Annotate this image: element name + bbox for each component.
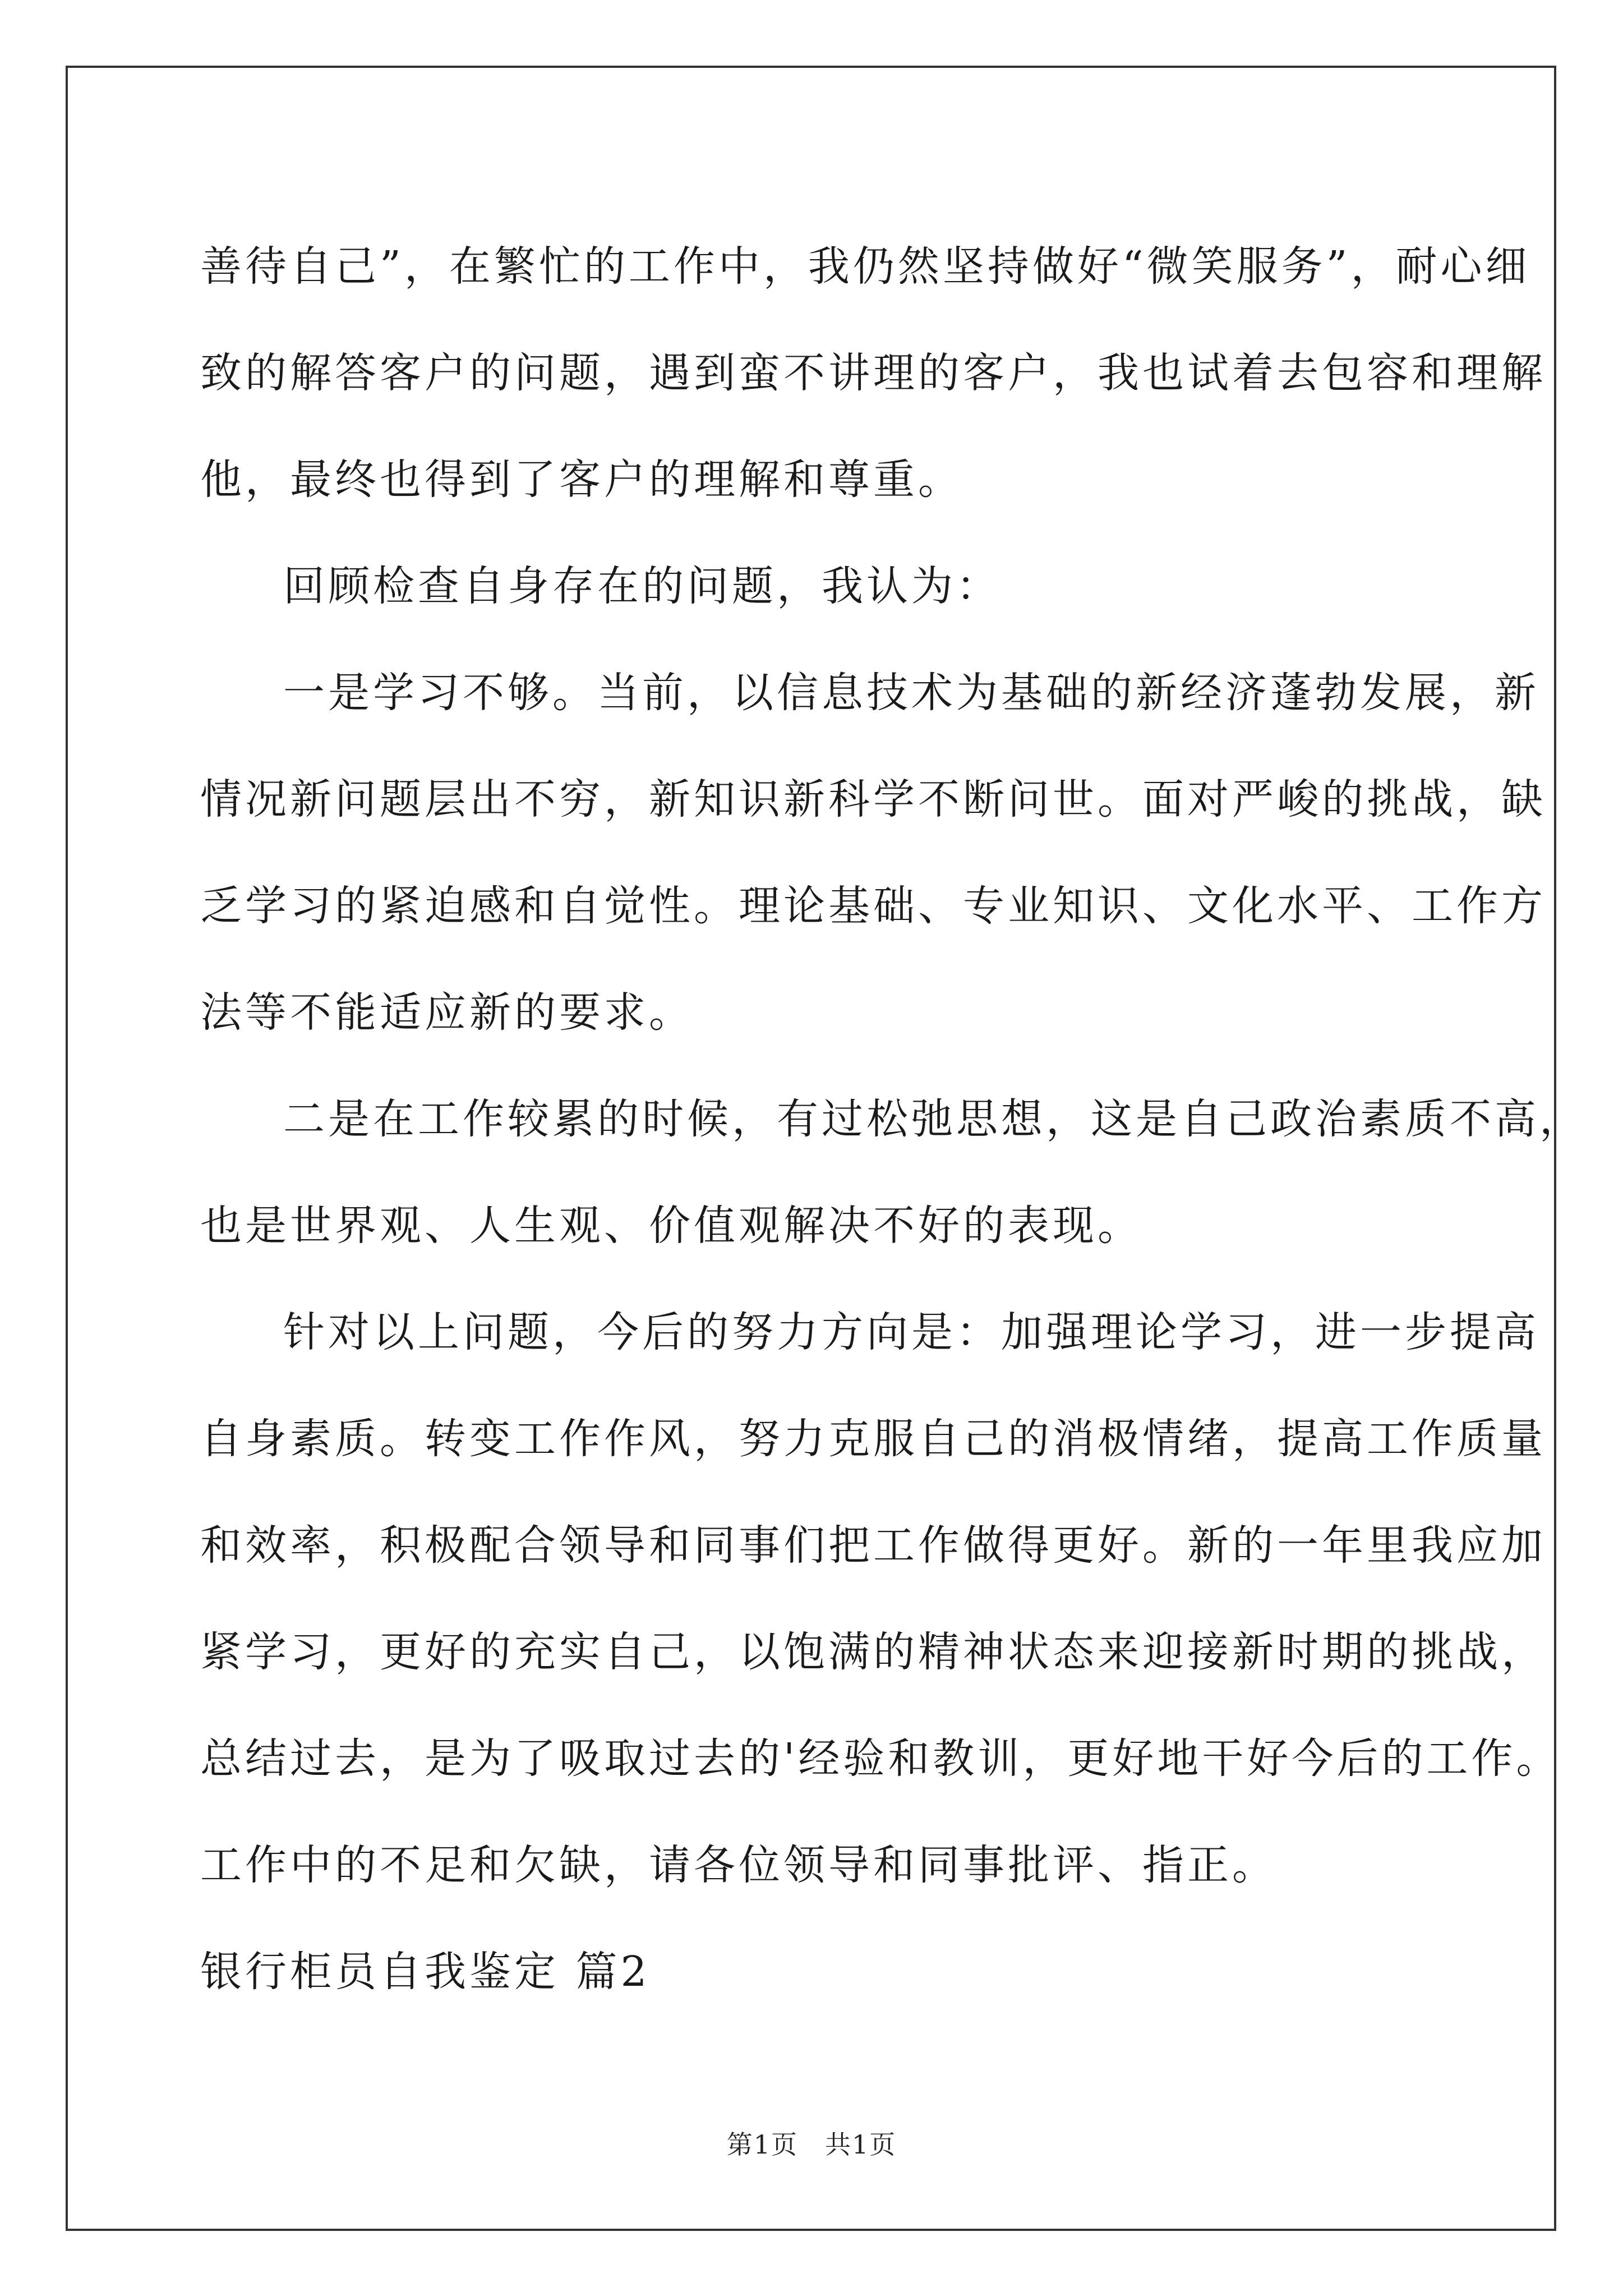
text-line: 和效率，积极配合领导和同事们把工作做得更好。新的一年里我应加 (200, 1521, 1546, 1570)
text-line: 致的解答客户的问题，遇到蛮不讲理的客户，我也试着去包容和理解 (200, 349, 1546, 397)
text-line: 回顾检查自身存在的问题，我认为： (283, 562, 1001, 610)
text-line: 乏学习的紧迫感和自觉性。理论基础、专业知识、文化水平、工作方 (200, 882, 1546, 930)
text-line: 二是在工作较累的时候，有过松弛思想，这是自己政治素质不高， (283, 1095, 1584, 1143)
text-line: 自身素质。转变工作作风，努力克服自己的消极情绪，提高工作质量 (200, 1415, 1546, 1463)
text-line: 针对以上问题，今后的努力方向是：加强理论学习，进一步提高 (283, 1308, 1539, 1356)
text-line: 总结过去，是为了吸取过去的'经验和教训，更好地干好今后的工作。 (200, 1734, 1561, 1783)
page-footer: 第1页 共1页 (726, 2129, 897, 2160)
text-line: 情况新问题层出不穷，新知识新科学不断问世。面对严峻的挑战，缺 (200, 775, 1546, 823)
text-line: 善待自己”，在繁忙的工作中，我仍然坚持做好“微笑服务”，耐心细 (200, 242, 1530, 291)
text-line: 一是学习不够。当前，以信息技术为基础的新经济蓬勃发展，新 (283, 669, 1539, 717)
text-line: 法等不能适应新的要求。 (200, 988, 694, 1037)
text-line: 也是世界观、人生观、价值观解决不好的表现。 (200, 1202, 1142, 1250)
text-line: 工作中的不足和欠缺，请各位领导和同事批评、指正。 (200, 1841, 1277, 1889)
section-heading: 银行柜员自我鉴定 篇2 (200, 1948, 651, 1996)
text-line: 紧学习，更好的充实自己，以饱满的精神状态来迎接新时期的挑战， (200, 1628, 1546, 1676)
document-body (200, 213, 1584, 2025)
text-line: 他，最终也得到了客户的理解和尊重。 (200, 455, 963, 504)
